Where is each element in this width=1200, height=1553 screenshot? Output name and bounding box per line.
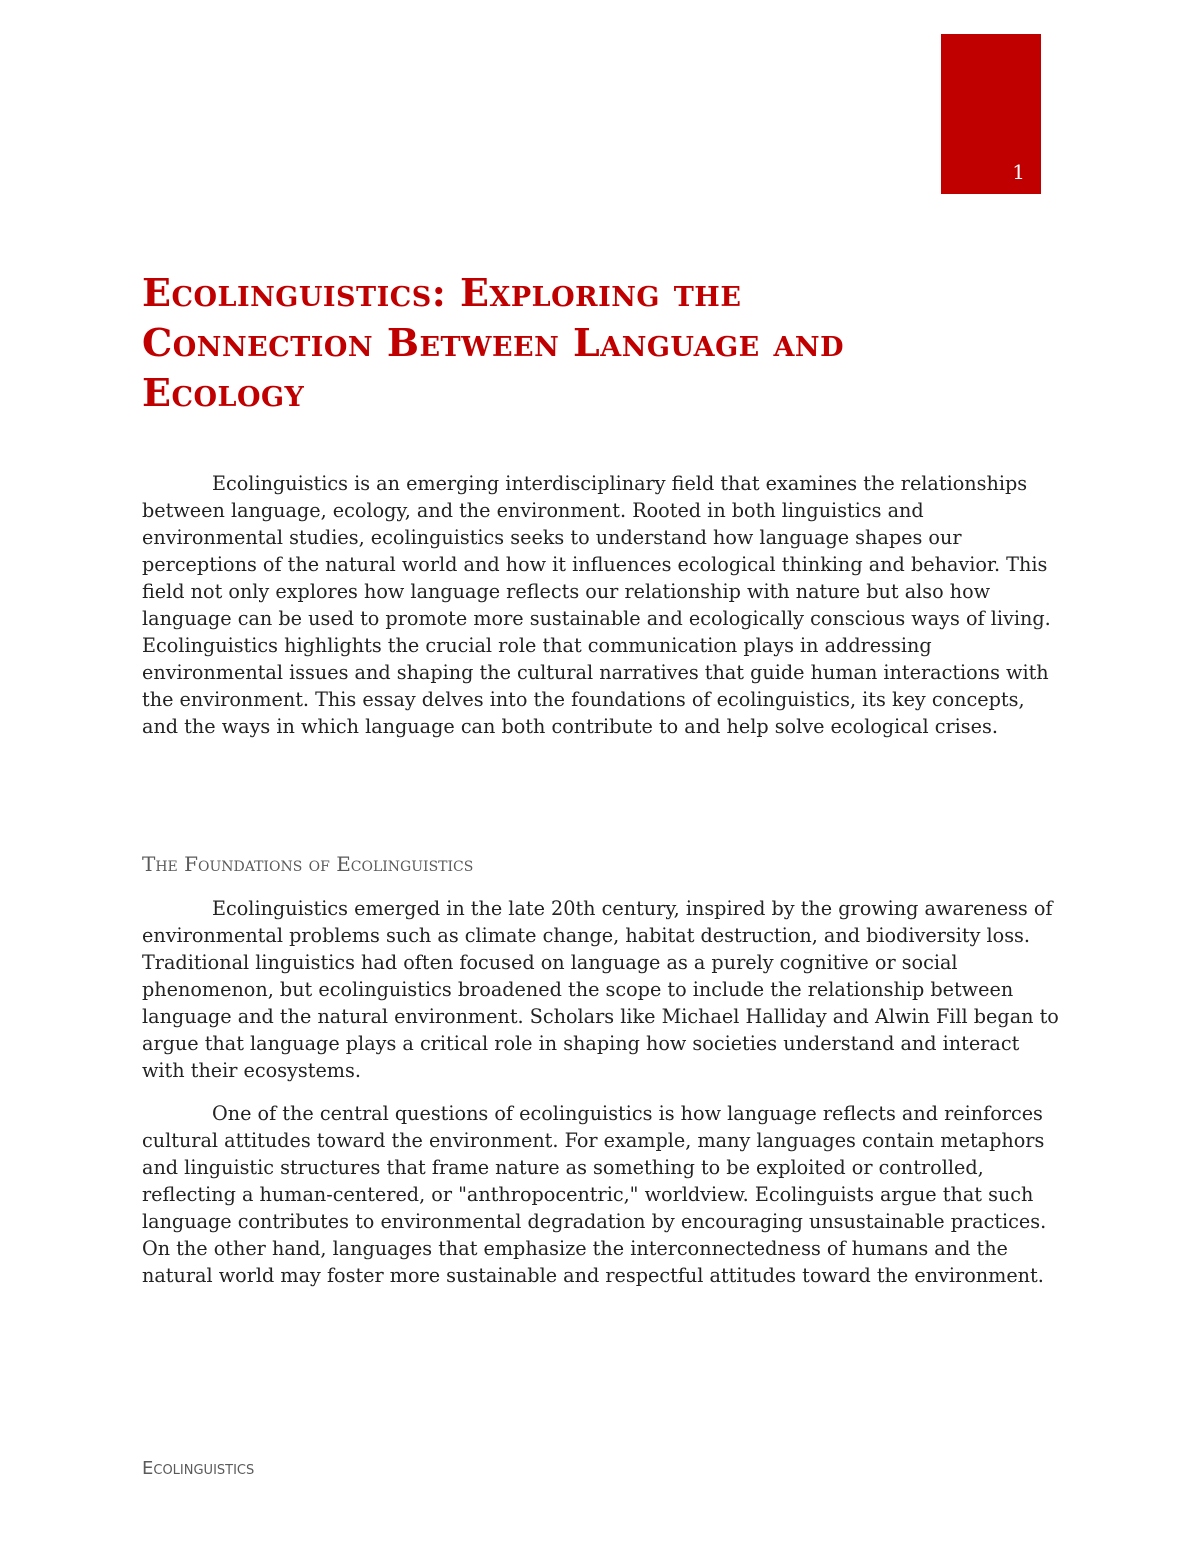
- page-footer: Ecolinguistics: [142, 1458, 255, 1479]
- intro-paragraph: Ecolinguistics is an emerging interdisciplinary field that examines the relationships between language, ecology, and the environment. Rooted in both linguistics and environmental studies, ecolinguistics seeks to understand how language shapes our perceptions of the natural world and how it influences ecological thinking and behavior. This field not only explores how language reflects our relationship with nature but also how language can be used to promote more sustainable and ecologically conscious ways of living. Ecolinguistics highlights the crucial role that communication plays in addressing environmental issues and shaping the cultural narratives that guide human interactions with the environment. This essay delves into the foundations of ecolinguistics, its key concepts, and the ways in which language can both contribute to and help solve ecological crises.: [142, 472, 1051, 738]
- section-paragraph-1: Ecolinguistics emerged in the late 20th century, inspired by the growing awareness of environmental problems such as climate change, habitat destruction, and biodiversity loss. Traditional linguistics had often focused on language as a purely cognitive or social phenomenon, but ecolinguistics broadened the scope to include the relationship between language and the natural environment. Scholars like Michael Halliday and Alwin Fill began to argue that language plays a critical role in shaping how societies understand and interact with their ecosystems.: [142, 897, 1059, 1082]
- section-heading: The Foundations of Ecolinguistics: [142, 852, 474, 876]
- document-title: Ecolinguistics: Exploring the Connection Between Language and Ecology: [142, 270, 845, 415]
- page-number: 1: [1012, 160, 1025, 184]
- page-number-box: [941, 34, 1041, 194]
- section-paragraph-2: One of the central questions of ecolinguistics is how language reflects and reinforces cultural attitudes toward the environment. For example, many languages contain metaphors and linguistic structures that frame nature as something to be exploited or controlled, reflecting a human-centered, or "anthropocentric," worldview. Ecolinguists argue that such language contributes to environmental degradation by encouraging unsustainable practices. On the other hand, languages that emphasize the interconnectedness of humans and the natural world may foster more sustainable and respectful attitudes toward the environment.: [142, 1102, 1047, 1287]
